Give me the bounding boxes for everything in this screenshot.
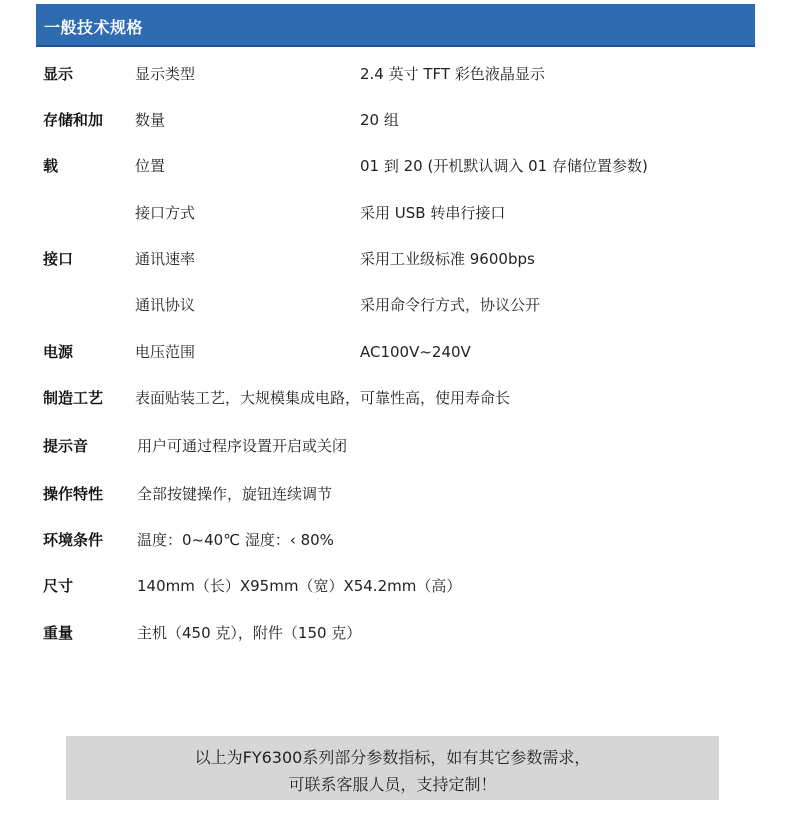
spec-weight-value: 主机（450 克），附件（150 克） (137, 624, 362, 642)
spec-item: 接口方式 (135, 204, 196, 222)
spec-item: 通讯协议 (135, 296, 196, 314)
category-power: 电源 (43, 343, 74, 361)
footer-note (66, 736, 719, 800)
category-environment: 环境条件 (43, 531, 104, 549)
footer-line-1: 以上为FY6300系列部分参数指标，如有其它参数需求， (194, 748, 591, 767)
spec-value: AC100V~240V (360, 343, 471, 361)
category-storage: 存储和加 (43, 111, 104, 129)
spec-environment-value: 温度：0~40℃ 湿度：‹ 80% (137, 531, 334, 549)
category-beep: 提示音 (43, 437, 89, 455)
spec-item: 电压范围 (135, 343, 196, 361)
spec-value: 采用工业级标准 9600bps (360, 250, 535, 268)
spec-value: 20 组 (360, 111, 399, 129)
category-weight: 重量 (43, 624, 74, 642)
spec-beep-value: 用户可通过程序设置开启或关闭 (137, 437, 348, 455)
spec-value: 2.4 英寸 TFT 彩色液晶显示 (360, 65, 545, 83)
spec-value: 采用 USB 转串行接口 (360, 204, 506, 222)
spec-value: 采用命令行方式，协议公开 (360, 296, 541, 314)
spec-size-value: 140mm（长）X95mm（宽）X54.2mm（高） (137, 577, 462, 595)
category-display: 显示 (43, 65, 74, 83)
section-title: 一般技术规格 (44, 18, 144, 37)
spec-item: 通讯速率 (135, 250, 196, 268)
category-operation: 操作特性 (43, 485, 104, 503)
category-interface: 接口 (43, 250, 74, 268)
spec-value: 01 到 20 (开机默认调入 01 存储位置参数) (360, 157, 648, 175)
spec-item: 位置 (135, 157, 166, 175)
category-storage-cont: 载 (43, 157, 59, 175)
spec-manufacturing-value: 表面贴装工艺，大规模集成电路，可靠性高，使用寿命长 (135, 389, 511, 407)
footer-line-2: 可联系客服人员，支持定制！ (288, 775, 497, 794)
spec-operation-value: 全部按键操作，旋钮连续调节 (137, 485, 333, 503)
section-header (36, 4, 755, 47)
spec-item: 显示类型 (135, 65, 196, 83)
spec-item: 数量 (135, 111, 166, 129)
category-manufacturing: 制造工艺 (43, 389, 104, 407)
category-size: 尺寸 (43, 577, 74, 595)
